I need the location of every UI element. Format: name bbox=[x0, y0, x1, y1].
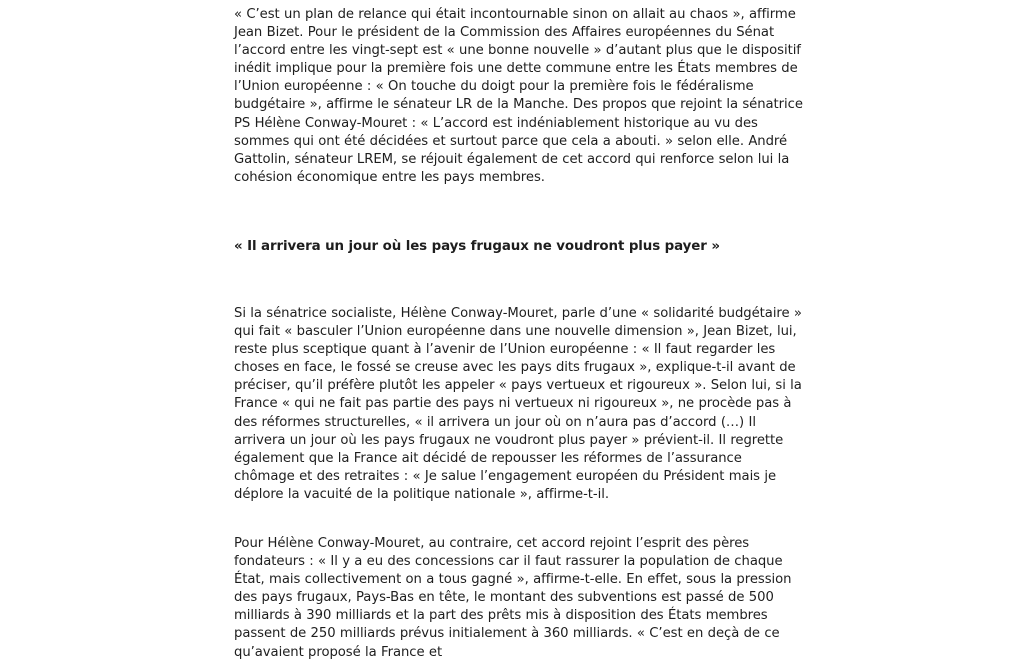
article-paragraph-1: « C’est un plan de relance qui était incontournable sinon on allait au chaos », affirme Jean Bizet. Pour le président de la Commission des Affaires européennes du Sénat l’accord entre les vingt-sept est « une bonne nouvelle » d’autant plus que le dispositif inédit implique pour la première fois une dette commune entre les États membres de l’Union européenne : « On touche du doigt pour la première fois le fédéralisme budgétaire », affirme le sénateur LR de la Manche. Des propos que rejoint la sénatrice PS Hélène Conway-Mouret : « L’accord est indéniablement historique au vu des sommes qui ont été décidées et surtout parce que cela a abouti. » selon elle. André Gattolin, sénateur LREM, se réjouit également de cet accord qui renforce selon lui la cohésion économique entre les pays membres. bbox=[234, 7, 803, 185]
article-subheading: « Il arrivera un jour où les pays frugaux ne voudront plus payer » bbox=[234, 238, 720, 254]
article-body bbox=[234, 0, 804, 662]
article-paragraph-2: Si la sénatrice socialiste, Hélène Conway-Mouret, parle d’une « solidarité budgétaire » qui fait « basculer l’Union européenne dans une nouvelle dimension », Jean Bizet, lui, reste plus sceptique quant à l’avenir de l’Union européenne : « Il faut regarder les choses en face, le fossé se creuse avec les pays dits frugaux », explique-t-il avant de préciser, qu’il préfère plutôt les appeler « pays vertueux et rigoureux ». Selon lui, si la France « qui ne fait pas partie des pays ni vertueux ni rigoureux », ne procède pas à des réformes structurelles, « il arrivera un jour où on n’aura pas d’accord (…) Il arrivera un jour où les pays frugaux ne voudront plus payer » prévient-il. Il regrette également que la France ait décidé de repousser les réformes de l’assurance chômage et des retraites : « Je salue l’engagement européen du Président mais je déplore la vacuité de la politique nationale », affirme-t-il. bbox=[234, 305, 802, 502]
article-paragraph-3: Pour Hélène Conway-Mouret, au contraire, cet accord rejoint l’esprit des pères fondateurs : « Il y a eu des concessions car il faut rassurer la population de chaque État, mais collectivement on a tous gagné », affirme-t-elle. En effet, sous la pression des pays frugaux, Pays-Bas en tête, le montant des subventions est passé de 500 milliards à 390 milliards et la part des prêts mis à disposition des États membres passent de 250 milliards prévus initialement à 360 milliards. « C’est en deçà de ce qu’avaient proposé la France et bbox=[234, 535, 792, 660]
